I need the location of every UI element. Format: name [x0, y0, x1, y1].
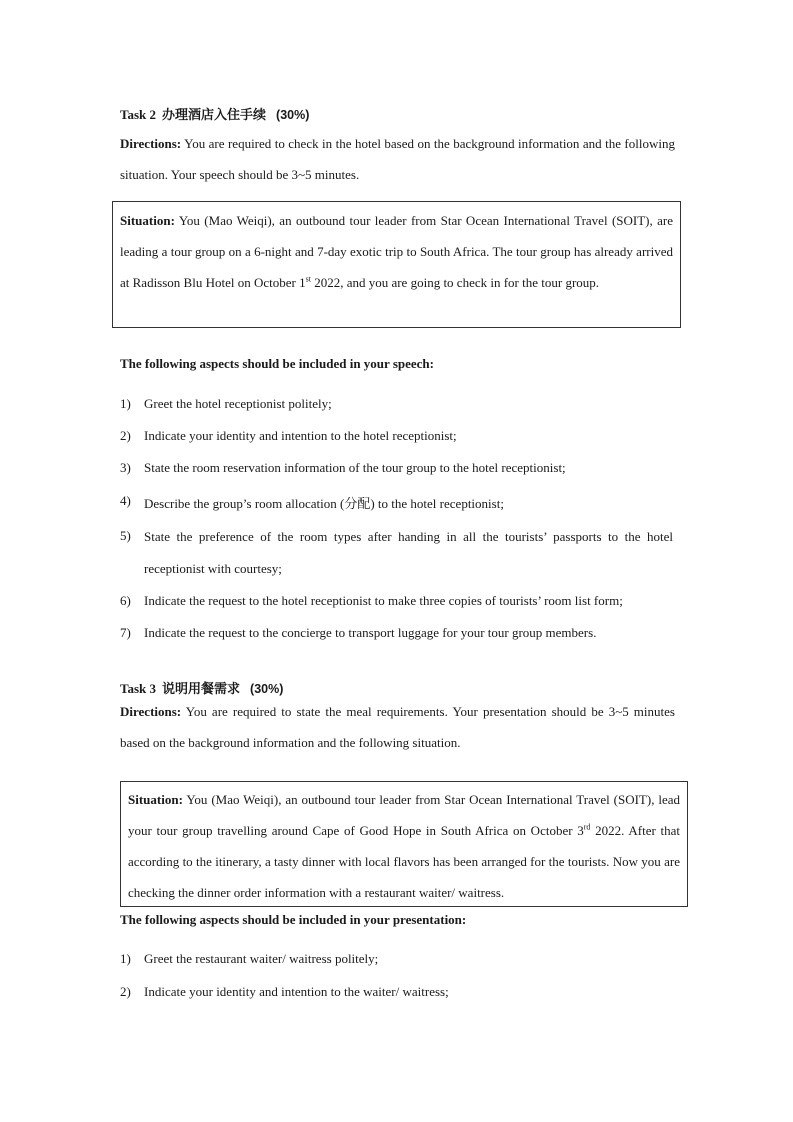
- list-item-text: Indicate your identity and intention to the hotel receptionist;: [144, 428, 457, 443]
- task2-percent: (30%): [276, 108, 310, 122]
- task2-situation-label: Situation:: [120, 213, 175, 228]
- list-item-number: 6): [120, 593, 131, 608]
- task3-title-cn: 说明用餐需求: [162, 682, 241, 697]
- list-item-text: State the preference of the room types after handing in all the tourists’ passports to the hotel receptionist with courtesy;: [144, 529, 673, 576]
- task2-situation-part1: You (Mao Weiqi), an outbound tour leader from Star Ocean International Travel (SOIT), are leading a tour group on a 6-night and 7-day exotic trip to South Africa. The tour group has already arrived at Radisson Blu Hotel on October 1: [120, 213, 673, 290]
- task2-situation-sup: st: [305, 274, 311, 284]
- list-item-text: Indicate the request to the concierge to transport luggage for your tour group members.: [144, 625, 597, 640]
- list-item-number: 4): [120, 493, 131, 508]
- task3-situation-part2: 2022. After that according to the itinerary, a tasty dinner with local flavors has been arranged for the tourists. Now you are checking the dinner order information with a restaurant waiter/ waitress.: [128, 823, 680, 900]
- list-item-text: Greet the hotel receptionist politely;: [144, 396, 332, 411]
- task3-directions-text: You are required to state the meal requirements. Your presentation should be 3~5 minutes based on the background information and the following situation.: [120, 704, 675, 750]
- task2-title: [120, 104, 309, 123]
- list-item-number: 5): [120, 528, 131, 543]
- task2-list-item: [120, 521, 675, 585]
- task3-situation-label: Situation:: [128, 792, 183, 807]
- task2-directions-label: Directions:: [120, 136, 182, 151]
- task3-percent: (30%): [250, 682, 284, 696]
- task2-situation: [120, 205, 673, 298]
- task3-situation: [128, 784, 680, 908]
- task2-situation-part2: 2022, and you are going to check in for the tour group.: [310, 275, 600, 290]
- list-item-text: Indicate the request to the hotel receptionist to make three copies of tourists’ room list form;: [144, 593, 623, 608]
- list-item-number: 3): [120, 460, 131, 475]
- task2-label: Task 2: [120, 107, 157, 122]
- task3-title: [120, 678, 283, 697]
- list-item-text: State the room reservation information of the tour group to the hotel receptionist;: [144, 460, 566, 475]
- list-item-number: 2): [120, 428, 131, 443]
- list-item-text: Indicate your identity and intention to the waiter/ waitress;: [144, 984, 449, 999]
- task3-situation-box: [120, 781, 688, 907]
- task2-title-cn: 办理酒店入住手续: [162, 108, 267, 123]
- list-item-number: 2): [120, 984, 131, 999]
- task3-situation-sup: rd: [583, 822, 591, 832]
- task3-directions: [120, 696, 675, 758]
- task2-aspects-heading: The following aspects should be included in your speech:: [120, 356, 434, 371]
- task2-directions: [120, 128, 675, 190]
- list-item-text: Greet the restaurant waiter/ waitress politely;: [144, 951, 379, 966]
- task2-directions-text: You are required to check in the hotel based on the background information and the following situation. Your speech should be 3~5 minutes.: [120, 136, 675, 182]
- task3-aspects-heading: The following aspects should be included in your presentation:: [120, 912, 467, 927]
- task3-label: Task 3: [120, 681, 157, 696]
- task2-situation-box: [112, 201, 681, 328]
- task3-situation-part1: You (Mao Weiqi), an outbound tour leader from Star Ocean International Travel (SOIT), lead your tour group travelling around Cape of Good Hope in South Africa on October 3: [128, 792, 680, 838]
- list-item-number: 1): [120, 396, 131, 411]
- list-item-number: 1): [120, 951, 131, 966]
- task3-directions-label: Directions:: [120, 704, 182, 719]
- list-item-number: 7): [120, 625, 131, 640]
- list-item-text: Describe the group’s room allocation (分配) to the hotel receptionist;: [144, 496, 504, 511]
